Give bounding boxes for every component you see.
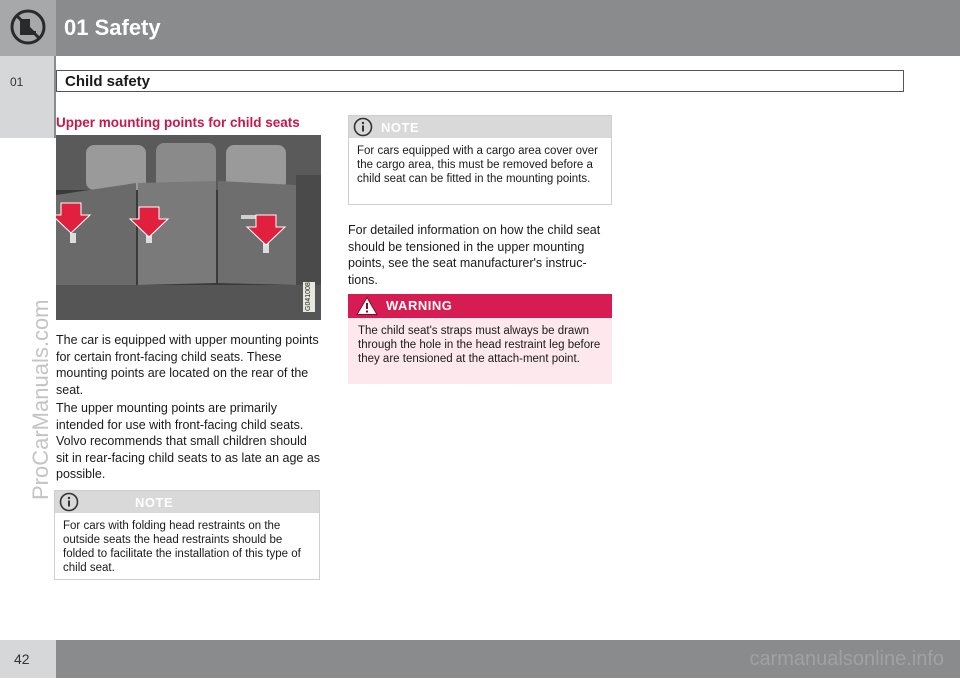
paragraph-tensioning: For detailed information on how the child seat should be tensioned in the upper mounting points, see the seat manufacturer's instruc-tions. bbox=[348, 223, 601, 287]
photo-code: G041008 bbox=[303, 282, 315, 312]
note-header bbox=[55, 491, 319, 513]
info-icon bbox=[353, 117, 373, 137]
chapter-title: 01 Safety bbox=[64, 15, 161, 40]
note-label: NOTE bbox=[381, 120, 420, 135]
warning-text: The child seat's straps must always be drawn through the hole in the head restraint leg before they are tensioned at the attach-ment point. bbox=[358, 325, 601, 365]
note-box-head-restraints bbox=[54, 490, 320, 580]
paragraph-mounting-points: The car is equipped with upper mounting points for certain front-facing child seats. These mounting points are located on the rear of the seat. bbox=[56, 333, 319, 397]
footer-site-mark: carmanualsonline.info bbox=[749, 648, 944, 670]
info-icon bbox=[59, 492, 79, 512]
note-text: For cars equipped with a cargo area cover over the cargo area, this must be removed before a child seat can be fitted in the mounting points. bbox=[357, 145, 598, 185]
mounting-points-photo bbox=[56, 135, 321, 320]
note-header bbox=[349, 116, 611, 138]
section-header bbox=[56, 70, 904, 92]
warning-triangle-icon bbox=[356, 296, 378, 316]
watermark: ProCarManuals.com bbox=[28, 299, 53, 500]
subsection-heading: Upper mounting points for child seats bbox=[56, 115, 300, 130]
warning-label: WARNING bbox=[386, 298, 453, 313]
warning-header bbox=[348, 294, 612, 318]
section-title: Child safety bbox=[65, 73, 151, 90]
note-box-cargo-cover bbox=[348, 115, 612, 205]
side-chapter-tab bbox=[0, 56, 56, 138]
chapter-icon-box bbox=[0, 0, 56, 56]
warning-box bbox=[348, 294, 612, 384]
no-airbag-icon bbox=[0, 0, 56, 56]
paragraph-recommendation: The upper mounting points are primarily intended for use with front-facing child seats. Volvo recommends that small children should sit in rear-facing child seats to as late an age as possible. bbox=[56, 401, 321, 481]
note-label: NOTE bbox=[135, 495, 174, 510]
page-number: 42 bbox=[14, 651, 30, 667]
note-text: For cars with folding head restraints on the outside seats the head restraints should be folded to facilitate the installation of this type of child seat. bbox=[63, 520, 301, 574]
side-chapter-number: 01 bbox=[10, 75, 24, 89]
chapter-header-bar bbox=[56, 0, 960, 56]
